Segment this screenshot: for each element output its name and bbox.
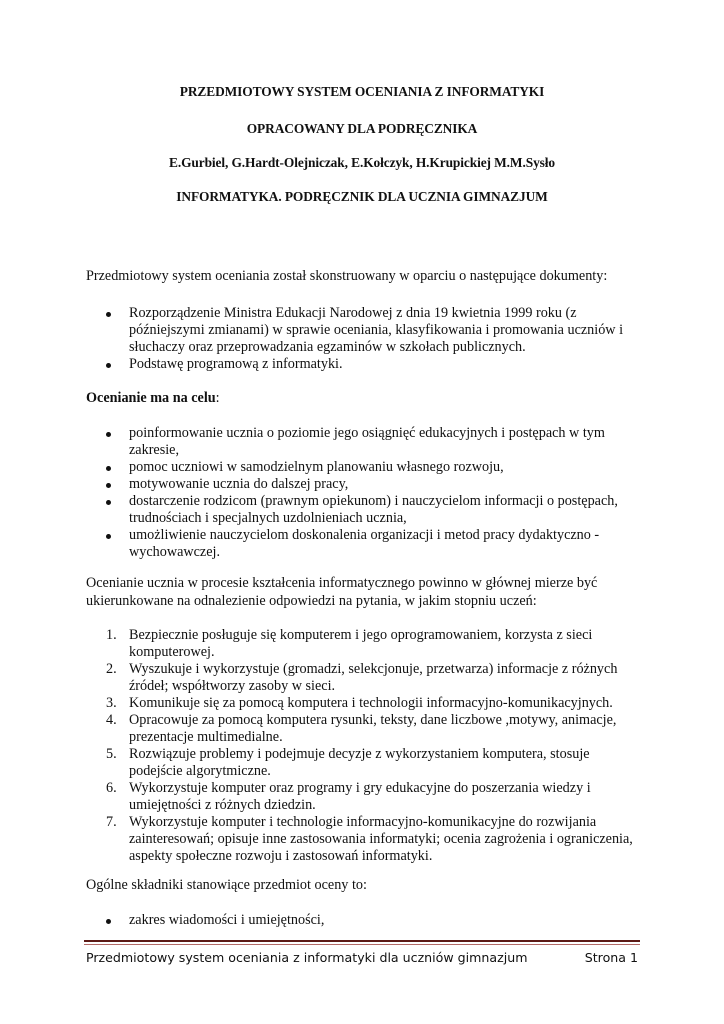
documents-list: [104, 305, 644, 373]
list-item: 6. Wykorzystuje komputer oraz programy i gry edukacyjne do poszerzania wiedzy i umiejętności z różnych dziedzin.: [106, 780, 591, 813]
list-item: 5. Rozwiązuje problemy i podejmuje decyzje z wykorzystaniem komputera, stosuje podejście algorytmiczne.: [106, 746, 590, 779]
authors-line: E.Gurbiel, G.Hardt-Olejniczak, E.Kołczyk, H.Krupickiej M.M.Sysło: [168, 155, 555, 170]
footer-title: Przedmiotowy system oceniania z informatyki dla uczniów gimnazjum: [86, 950, 528, 965]
intro-paragraph: Przedmiotowy system oceniania został skonstruowany w oparciu o następujące dokumenty:: [86, 268, 608, 284]
bullet-icon: [106, 312, 111, 317]
bullet-icon: [106, 500, 111, 505]
document-subtitle: OPRACOWANY DLA PODRĘCZNIKA: [246, 121, 478, 136]
footer-divider-thin: [84, 944, 640, 945]
bullet-icon: [106, 483, 111, 488]
list-item: 3. Komunikuje się za pomocą komputera i technologii informacyjno-komunikacyjnych.: [106, 695, 613, 711]
list-item: Podstawę programową z informatyki.: [104, 356, 644, 373]
components-list: [104, 912, 644, 929]
list-item: dostarczenie rodzicom (prawnym opiekunom) i nauczycielom informacji o postępach, trudnościach i specjalnych uzdolnieniach ucznia,: [104, 493, 644, 527]
list-item: 4. Opracowuje za pomocą komputera rysunki, teksty, dane liczbowe ,motywy, animacje, prezentacje multimedialne.: [106, 712, 617, 745]
assessment-paragraph: Ocenianie ucznia w procesie kształcenia informatycznego powinno w głównej mierze być ukierunkowane na odnalezienie odpowiedzi na pytania, w jakim stopniu uczeń:: [86, 575, 598, 609]
goals-list: [104, 425, 644, 561]
list-item: motywowanie ucznia do dalszej pracy,: [104, 476, 644, 493]
textbook-title: INFORMATYKA. PODRĘCZNIK DLA UCZNIA GIMNAZJUM: [176, 189, 548, 204]
page-number: Strona 1: [584, 950, 638, 965]
list-item: poinformowanie ucznia o poziomie jego osiągnięć edukacyjnych i postępach w tym zakresie,: [104, 425, 644, 459]
goals-heading: Ocenianie ma na celu:: [86, 390, 220, 406]
bullet-icon: [106, 466, 111, 471]
list-item: 1. Bezpiecznie posługuje się komputerem i jego oprogramowaniem, korzysta z sieci komputerowej.: [106, 627, 593, 660]
bullet-icon: [106, 363, 111, 368]
list-item: 2. Wyszukuje i wykorzystuje (gromadzi, selekcjonuje, przetwarza) informacje z różnych źródeł; współtworzy zasoby w sieci.: [106, 661, 618, 694]
components-intro: Ogólne składniki stanowiące przedmiot oceny to:: [86, 877, 367, 893]
bullet-icon: [106, 432, 111, 437]
document-title: PRZEDMIOTOWY SYSTEM OCENIANIA Z INFORMATYKI: [179, 84, 545, 99]
bullet-icon: [106, 534, 111, 539]
list-item: pomoc uczniowi w samodzielnym planowaniu własnego rozwoju,: [104, 459, 644, 476]
list-item: Rozporządzenie Ministra Edukacji Narodowej z dnia 19 kwietnia 1999 roku (z późniejszymi zmianami) w sprawie oceniania, klasyfikowania i promowania uczniów i słuchaczy oraz przeprowadzania egzaminów w szkołach publicznych.: [104, 305, 644, 356]
list-item: umożliwienie nauczycielom doskonalenia organizacji i metod pracy dydaktyczno - wychowawczej.: [104, 527, 644, 561]
list-item: zakres wiadomości i umiejętności,: [104, 912, 644, 929]
bullet-icon: [106, 919, 111, 924]
skills-list: [104, 627, 644, 865]
list-item: 7. Wykorzystuje komputer i technologie informacyjno-komunikacyjne do rozwijania zainteresowań; opisuje inne zastosowania informatyki; ocenia zagrożenia i ograniczenia, aspekty społeczne rozwoju i zastosowań informatyki.: [106, 814, 633, 864]
footer-divider: [84, 940, 640, 942]
